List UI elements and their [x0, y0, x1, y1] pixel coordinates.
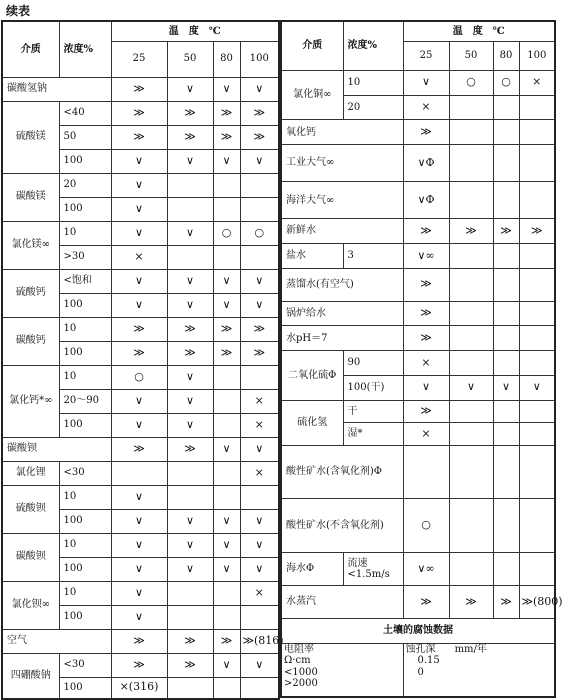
medium-name: 氯化钡∞ — [2, 581, 59, 629]
medium-name: 氯化铜∞ — [281, 70, 343, 119]
medium-name: 酸性矿水(含氧化剂)Φ — [281, 445, 403, 499]
cell — [519, 499, 555, 553]
cell: ∨ — [111, 485, 167, 509]
cell: ≫ — [493, 219, 519, 244]
medium-name: 碳酸钙 — [2, 317, 59, 365]
cell — [493, 95, 519, 120]
cell: × — [403, 95, 449, 120]
concentration: 100 — [59, 677, 111, 699]
cell: ≫ — [167, 101, 213, 125]
cell: ≫ — [403, 120, 449, 145]
cell: ≫ — [213, 317, 240, 341]
medium-header: 介质 — [2, 21, 59, 77]
cell — [449, 145, 493, 182]
cell — [449, 95, 493, 120]
cell — [493, 182, 519, 219]
cell — [240, 485, 279, 509]
cell — [519, 145, 555, 182]
cell: ∨ — [493, 375, 519, 400]
cell — [167, 245, 213, 269]
medium-name: 碳酸镁 — [2, 173, 59, 221]
cell: ∨ — [213, 653, 240, 677]
cell — [519, 182, 555, 219]
cell: ∨ — [167, 413, 213, 437]
cell — [240, 605, 279, 629]
concentration-header: 浓度% — [343, 21, 403, 70]
cell — [493, 120, 519, 145]
cell: ∨ — [167, 509, 213, 533]
cell — [519, 400, 555, 423]
cell: ∨ — [240, 437, 279, 461]
table-row — [2, 365, 279, 389]
concentration: 10 — [343, 70, 403, 95]
cell: ∨ — [213, 269, 240, 293]
concentration: 10 — [59, 365, 111, 389]
cell: ∨ — [240, 509, 279, 533]
resistivity-value: >2000 — [284, 678, 318, 690]
table-row — [281, 182, 555, 219]
cell: ≫ — [403, 219, 449, 244]
medium-name: 氯化镁∞ — [2, 221, 59, 269]
medium-header: 介质 — [281, 21, 343, 70]
table-row — [2, 101, 279, 125]
table-caption: 续表 — [6, 4, 31, 18]
medium-name: 海水Φ — [281, 553, 343, 586]
cell — [493, 145, 519, 182]
cell — [167, 173, 213, 197]
cell: ≫ — [403, 586, 449, 619]
cell: ∨ — [111, 149, 167, 173]
cell — [519, 120, 555, 145]
cell — [167, 197, 213, 221]
cell — [493, 268, 519, 301]
cell: ∨∞ — [403, 244, 449, 269]
cell — [240, 173, 279, 197]
cell: ∨ — [403, 375, 449, 400]
cell — [240, 197, 279, 221]
cell: × — [240, 461, 279, 485]
cell: ≫ — [403, 268, 449, 301]
cell: ∨ — [111, 293, 167, 317]
medium-name: 海洋大气∞ — [281, 182, 403, 219]
cell: ≫ — [403, 301, 449, 326]
cell: ∨ — [111, 581, 167, 605]
cell — [167, 581, 213, 605]
concentration: 100 — [59, 413, 111, 437]
cell: ≫ — [167, 317, 213, 341]
concentration: <30 — [59, 653, 111, 677]
table-row — [2, 77, 279, 101]
temp-header-100: 100 — [519, 42, 555, 71]
concentration: 10 — [59, 485, 111, 509]
cell: ≫ — [167, 341, 213, 365]
table-row — [281, 351, 555, 376]
concentration: 10 — [59, 581, 111, 605]
concentration: >30 — [59, 245, 111, 269]
cell — [493, 244, 519, 269]
cell: ∨ — [111, 173, 167, 197]
concentration: <饱和 — [59, 269, 111, 293]
cell: ∨Φ — [403, 145, 449, 182]
medium-name: 水蒸汽 — [281, 586, 403, 619]
concentration: 20 — [59, 173, 111, 197]
concentration: 10 — [59, 317, 111, 341]
cell — [167, 461, 213, 485]
cell: ∨ — [167, 533, 213, 557]
cell — [449, 326, 493, 351]
cell — [449, 120, 493, 145]
cell: ∨ — [111, 413, 167, 437]
concentration: 100 — [59, 557, 111, 581]
medium-name: 盐水 — [281, 244, 343, 269]
table-row — [2, 173, 279, 197]
cell — [449, 553, 493, 586]
cell — [449, 499, 493, 553]
medium-name: 新鲜水 — [281, 219, 403, 244]
cell: ≫ — [213, 125, 240, 149]
cell: ≫ — [213, 629, 240, 653]
cell — [240, 365, 279, 389]
concentration: 100 — [59, 149, 111, 173]
table-row — [281, 301, 555, 326]
medium-name: 空气 — [2, 629, 111, 653]
cell — [493, 553, 519, 586]
table-row — [2, 317, 279, 341]
table-row — [281, 244, 555, 269]
table-row — [281, 70, 555, 95]
medium-name: 四硼酸钠 — [2, 653, 59, 699]
cell — [493, 423, 519, 446]
cell: × — [403, 423, 449, 446]
cell — [519, 268, 555, 301]
cell: ≫ — [449, 219, 493, 244]
cell: ○ — [213, 221, 240, 245]
cell — [493, 445, 519, 499]
pit-depth-label: 蚀孔深 — [405, 643, 436, 655]
cell: ≫ — [240, 317, 279, 341]
cell: × — [240, 389, 279, 413]
medium-name: 硫酸钡 — [2, 485, 59, 533]
resistivity-value: <1000 — [284, 666, 318, 678]
cell: ○ — [403, 499, 449, 553]
cell: ∨ — [213, 509, 240, 533]
left-corrosion-table — [1, 20, 284, 700]
cell — [213, 365, 240, 389]
cell: ≫ — [111, 317, 167, 341]
cell: ∨ — [213, 557, 240, 581]
table-row — [2, 629, 279, 653]
table-row — [281, 499, 555, 553]
cell — [493, 400, 519, 423]
cell — [403, 445, 449, 499]
cell — [519, 351, 555, 376]
cell: ≫ — [240, 101, 279, 125]
cell: ∨ — [111, 221, 167, 245]
cell — [493, 326, 519, 351]
concentration: 90 — [343, 351, 403, 376]
pit-depth-unit: mm/年 — [454, 643, 487, 655]
cell: × — [519, 70, 555, 95]
cell: ∨ — [213, 77, 240, 101]
medium-name: 氯化钙*∞ — [2, 365, 59, 437]
cell: ∨ — [240, 77, 279, 101]
table-row — [281, 400, 555, 423]
cell: ∨ — [167, 293, 213, 317]
concentration: 100 — [59, 293, 111, 317]
concentration: 100(干) — [343, 375, 403, 400]
cell: ≫(816) — [240, 629, 279, 653]
cell: ≫ — [111, 101, 167, 125]
temp-header-25: 25 — [111, 41, 167, 77]
medium-name: 硫酸镁 — [2, 101, 59, 173]
table-row — [281, 553, 555, 586]
cell: ∨ — [167, 389, 213, 413]
cell — [449, 244, 493, 269]
cell: ≫ — [111, 77, 167, 101]
cell: ≫ — [240, 341, 279, 365]
cell: ∨Φ — [403, 182, 449, 219]
medium-name: 氯化锂 — [2, 461, 59, 485]
cell — [519, 445, 555, 499]
concentration: 3 — [343, 244, 403, 269]
cell: ∨ — [240, 293, 279, 317]
cell — [519, 95, 555, 120]
table-row — [2, 653, 279, 677]
soil-data-row — [281, 643, 555, 697]
cell — [519, 423, 555, 446]
cell: ○ — [493, 70, 519, 95]
cell — [213, 677, 240, 699]
cell: ∨ — [240, 533, 279, 557]
table-row — [281, 145, 555, 182]
medium-name: 硫化氢 — [281, 400, 343, 445]
cell: ∨ — [111, 605, 167, 629]
concentration: 50 — [59, 125, 111, 149]
cell: ∨ — [167, 365, 213, 389]
temp-header-100: 100 — [240, 41, 279, 77]
medium-name: 酸性矿水(不含氧化剂) — [281, 499, 403, 553]
medium-name: 碳酸氢钠 — [2, 77, 111, 101]
cell: ∨ — [111, 557, 167, 581]
cell: ≫ — [213, 341, 240, 365]
cell — [213, 605, 240, 629]
medium-name: 碳酸钡 — [2, 533, 59, 581]
cell — [167, 677, 213, 699]
temp-header-80: 80 — [493, 42, 519, 71]
table-row — [2, 269, 279, 293]
cell — [493, 301, 519, 326]
cell: ∨ — [240, 269, 279, 293]
concentration: 100 — [59, 341, 111, 365]
cell — [519, 553, 555, 586]
medium-name: 二氧化硫Φ — [281, 351, 343, 400]
cell: ∨ — [167, 557, 213, 581]
table-row — [2, 533, 279, 557]
cell: ∨∞ — [403, 553, 449, 586]
cell: ≫ — [493, 586, 519, 619]
cell: ≫ — [449, 586, 493, 619]
cell — [449, 268, 493, 301]
cell — [493, 351, 519, 376]
temp-header-80: 80 — [213, 41, 240, 77]
cell — [240, 245, 279, 269]
cell: ∨ — [111, 389, 167, 413]
cell — [449, 423, 493, 446]
concentration: <40 — [59, 101, 111, 125]
concentration: 湿* — [343, 423, 403, 446]
right-table-panel — [280, 20, 563, 698]
right-corrosion-table — [280, 20, 563, 698]
cell: ∨ — [213, 149, 240, 173]
concentration: 流速<1.5m/s — [343, 553, 403, 586]
cell: ∨ — [240, 557, 279, 581]
cell — [213, 173, 240, 197]
cell — [519, 301, 555, 326]
cell — [167, 485, 213, 509]
cell: ∨ — [403, 70, 449, 95]
cell: × — [111, 245, 167, 269]
cell: ≫ — [403, 400, 449, 423]
cell: ○ — [111, 365, 167, 389]
cell: ≫ — [111, 125, 167, 149]
temp-header-50: 50 — [449, 42, 493, 71]
cell — [493, 499, 519, 553]
cell — [449, 445, 493, 499]
soil-section-row — [281, 618, 555, 643]
cell: ≫ — [111, 437, 167, 461]
soil-section-title: 土壤的腐蚀数据 — [281, 618, 555, 643]
concentration: 干 — [343, 400, 403, 423]
table-row — [281, 219, 555, 244]
cell: ∨ — [111, 197, 167, 221]
table-row — [281, 268, 555, 301]
cell: ∨ — [449, 375, 493, 400]
cell: ≫ — [111, 341, 167, 365]
cell: ∨ — [240, 149, 279, 173]
corrosion-tables — [1, 20, 563, 698]
table-row — [2, 437, 279, 461]
cell: ∨ — [167, 77, 213, 101]
cell: ≫ — [111, 653, 167, 677]
cell — [213, 485, 240, 509]
temp-header-25: 25 — [403, 42, 449, 71]
cell — [449, 400, 493, 423]
table-row — [2, 221, 279, 245]
cell: ≫ — [167, 437, 213, 461]
pit-depth-value: 0 — [417, 666, 424, 678]
concentration: 20 — [343, 95, 403, 120]
table-row — [281, 120, 555, 145]
cell: ≫ — [213, 101, 240, 125]
cell: ○ — [240, 221, 279, 245]
table-row — [281, 445, 555, 499]
soil-resistivity-cell — [281, 643, 403, 697]
table-row — [2, 485, 279, 509]
concentration: 10 — [59, 533, 111, 557]
cell: ≫ — [519, 219, 555, 244]
concentration: 20～90 — [59, 389, 111, 413]
cell: × — [403, 351, 449, 376]
medium-name: 水pH＝7 — [281, 326, 403, 351]
cell: ∨ — [213, 437, 240, 461]
left-table-panel — [1, 20, 284, 698]
cell — [213, 197, 240, 221]
cell: × — [240, 581, 279, 605]
medium-name: 碳酸钡 — [2, 437, 111, 461]
cell: ≫(800) — [519, 586, 555, 619]
cell: ≫ — [167, 653, 213, 677]
cell: ∨ — [167, 149, 213, 173]
cell — [240, 677, 279, 699]
concentration: 100 — [59, 197, 111, 221]
medium-name: 工业大气∞ — [281, 145, 403, 182]
medium-name: 氧化钙 — [281, 120, 403, 145]
cell: ×(316) — [111, 677, 167, 699]
resistivity-label: 电阻率 — [284, 643, 314, 655]
medium-name: 蒸馏水(有空气) — [281, 268, 403, 301]
cell: × — [240, 413, 279, 437]
cell: ∨ — [111, 509, 167, 533]
cell — [213, 389, 240, 413]
concentration: <30 — [59, 461, 111, 485]
table-row — [2, 581, 279, 605]
cell: ∨ — [111, 533, 167, 557]
cell — [213, 413, 240, 437]
cell — [519, 244, 555, 269]
cell: ≫ — [403, 326, 449, 351]
cell: ∨ — [111, 269, 167, 293]
cell — [449, 301, 493, 326]
table-row — [281, 586, 555, 619]
temp-header-50: 50 — [167, 41, 213, 77]
table-row — [2, 461, 279, 485]
cell: ≫ — [167, 629, 213, 653]
cell: ∨ — [213, 533, 240, 557]
table-row — [281, 326, 555, 351]
cell — [213, 461, 240, 485]
cell — [519, 326, 555, 351]
resistivity-unit: Ω·cm — [284, 655, 311, 667]
cell: ≫ — [111, 629, 167, 653]
cell — [167, 605, 213, 629]
soil-pit-depth-cell — [403, 643, 555, 697]
temperature-header: 温 度 ℃ — [111, 21, 279, 41]
cell — [449, 351, 493, 376]
cell: ≫ — [240, 125, 279, 149]
cell: ∨ — [167, 221, 213, 245]
pit-depth-value: 0.15 — [417, 655, 440, 667]
cell — [213, 245, 240, 269]
concentration: 100 — [59, 509, 111, 533]
cell: ∨ — [213, 293, 240, 317]
concentration: 10 — [59, 221, 111, 245]
cell: ∨ — [240, 653, 279, 677]
medium-name: 硫酸钙 — [2, 269, 59, 317]
cell: ∨ — [519, 375, 555, 400]
concentration: 100 — [59, 605, 111, 629]
cell: ○ — [449, 70, 493, 95]
cell — [213, 581, 240, 605]
cell — [111, 461, 167, 485]
medium-name: 锅炉给水 — [281, 301, 403, 326]
cell: ≫ — [167, 125, 213, 149]
cell — [449, 182, 493, 219]
cell: ∨ — [167, 269, 213, 293]
temperature-header: 温 度 ℃ — [403, 21, 555, 42]
concentration-header: 浓度% — [59, 21, 111, 77]
